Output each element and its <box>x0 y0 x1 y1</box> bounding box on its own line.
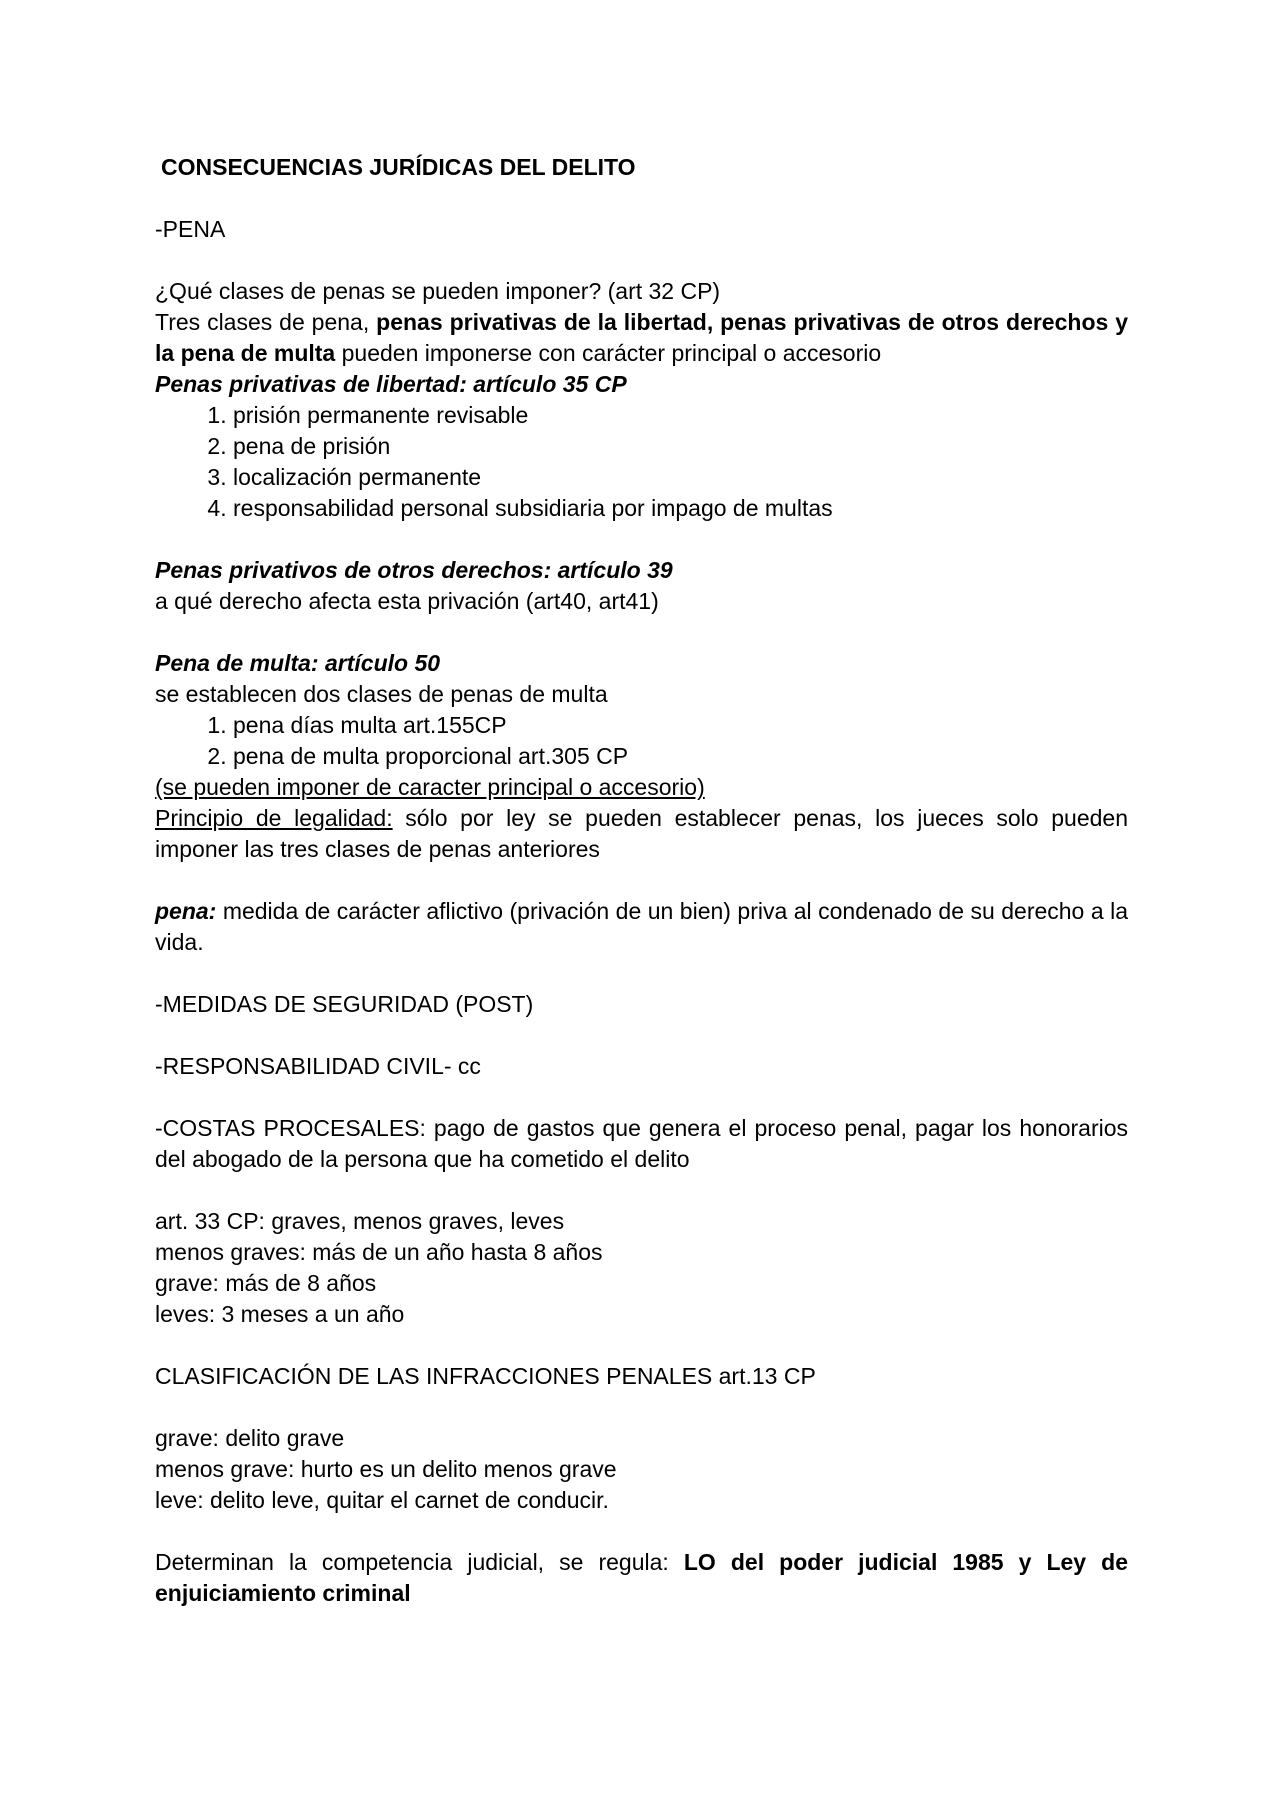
art33-line: art. 33 CP: graves, menos graves, leves <box>155 1208 565 1234</box>
competencia-paragraph <box>155 1547 1128 1609</box>
list-item: 2. pena de multa proporcional art.305 CP <box>233 741 1128 772</box>
pena-definition <box>155 896 1128 958</box>
question-clases: ¿Qué clases de penas se pueden imponer? (art 32 CP) <box>155 278 721 304</box>
clas-line: menos grave: hurto es un delito menos grave <box>155 1456 617 1482</box>
tres-clases-paragraph <box>155 307 1128 369</box>
art33-line: grave: más de 8 años <box>155 1270 377 1296</box>
otros-heading: Penas privativos de otros derechos: artículo 39 <box>155 557 673 583</box>
list-item: 4. responsabilidad personal subsidiaria por impago de multas <box>233 493 1128 524</box>
pena-def-label: pena: <box>155 898 217 924</box>
art33-line: leves: 3 meses a un año <box>155 1301 405 1327</box>
multa-list <box>155 710 1128 772</box>
libertad-heading: Penas privativas de libertad: artículo 35 CP <box>155 371 627 397</box>
pena-heading: -PENA <box>155 216 226 242</box>
costas-paragraph: -COSTAS PROCESALES: pago de gastos que genera el proceso penal, pagar los honorarios del abogado de la persona que ha cometido el delito <box>155 1115 1128 1172</box>
multa-note: (se pueden imponer de caracter principal o accesorio) <box>155 774 705 800</box>
tres-pre: Tres clases de pena, <box>155 309 377 335</box>
list-item: 2. pena de prisión <box>233 431 1128 462</box>
tres-post: pueden imponerse con carácter principal o accesorio <box>335 340 882 366</box>
list-item: 1. pena días multa art.155CP <box>233 710 1128 741</box>
legalidad-text: sólo por ley se pueden establecer penas, los jueces solo pueden imponer las tres clases de penas anteriores <box>155 805 1128 862</box>
otros-text: a qué derecho afecta esta privación (art40, art41) <box>155 588 659 614</box>
document-title: CONSECUENCIAS JURÍDICAS DEL DELITO <box>161 154 636 180</box>
legalidad-paragraph <box>155 803 1128 865</box>
libertad-list <box>155 400 1128 524</box>
multa-text: se establecen dos clases de penas de multa <box>155 681 608 707</box>
clas-line: leve: delito leve, quitar el carnet de conducir. <box>155 1487 609 1513</box>
clas-line: grave: delito grave <box>155 1425 345 1451</box>
competencia-pre: Determinan la competencia judicial, se regula: <box>155 1549 684 1575</box>
pena-def-text: medida de carácter aflictivo (privación de un bien) priva al condenado de su derecho a la vida. <box>155 898 1128 955</box>
clasificacion-heading: CLASIFICACIÓN DE LAS INFRACCIONES PENALES art.13 CP <box>155 1363 816 1389</box>
competencia-bold: LO del poder judicial 1985 y Ley de enjuiciamiento criminal <box>155 1549 1128 1606</box>
legalidad-label: Principio de legalidad: <box>155 805 393 831</box>
list-item: 3. localización permanente <box>233 462 1128 493</box>
multa-heading: Pena de multa: artículo 50 <box>155 650 441 676</box>
tres-bold: penas privativas de la libertad, penas privativas de otros derechos y la pena de multa <box>155 309 1128 366</box>
resp-civil-heading: -RESPONSABILIDAD CIVIL- cc <box>155 1053 481 1079</box>
art33-line: menos graves: más de un año hasta 8 años <box>155 1239 603 1265</box>
medidas-heading: -MEDIDAS DE SEGURIDAD (POST) <box>155 991 534 1017</box>
list-item: 1. prisión permanente revisable <box>233 400 1128 431</box>
